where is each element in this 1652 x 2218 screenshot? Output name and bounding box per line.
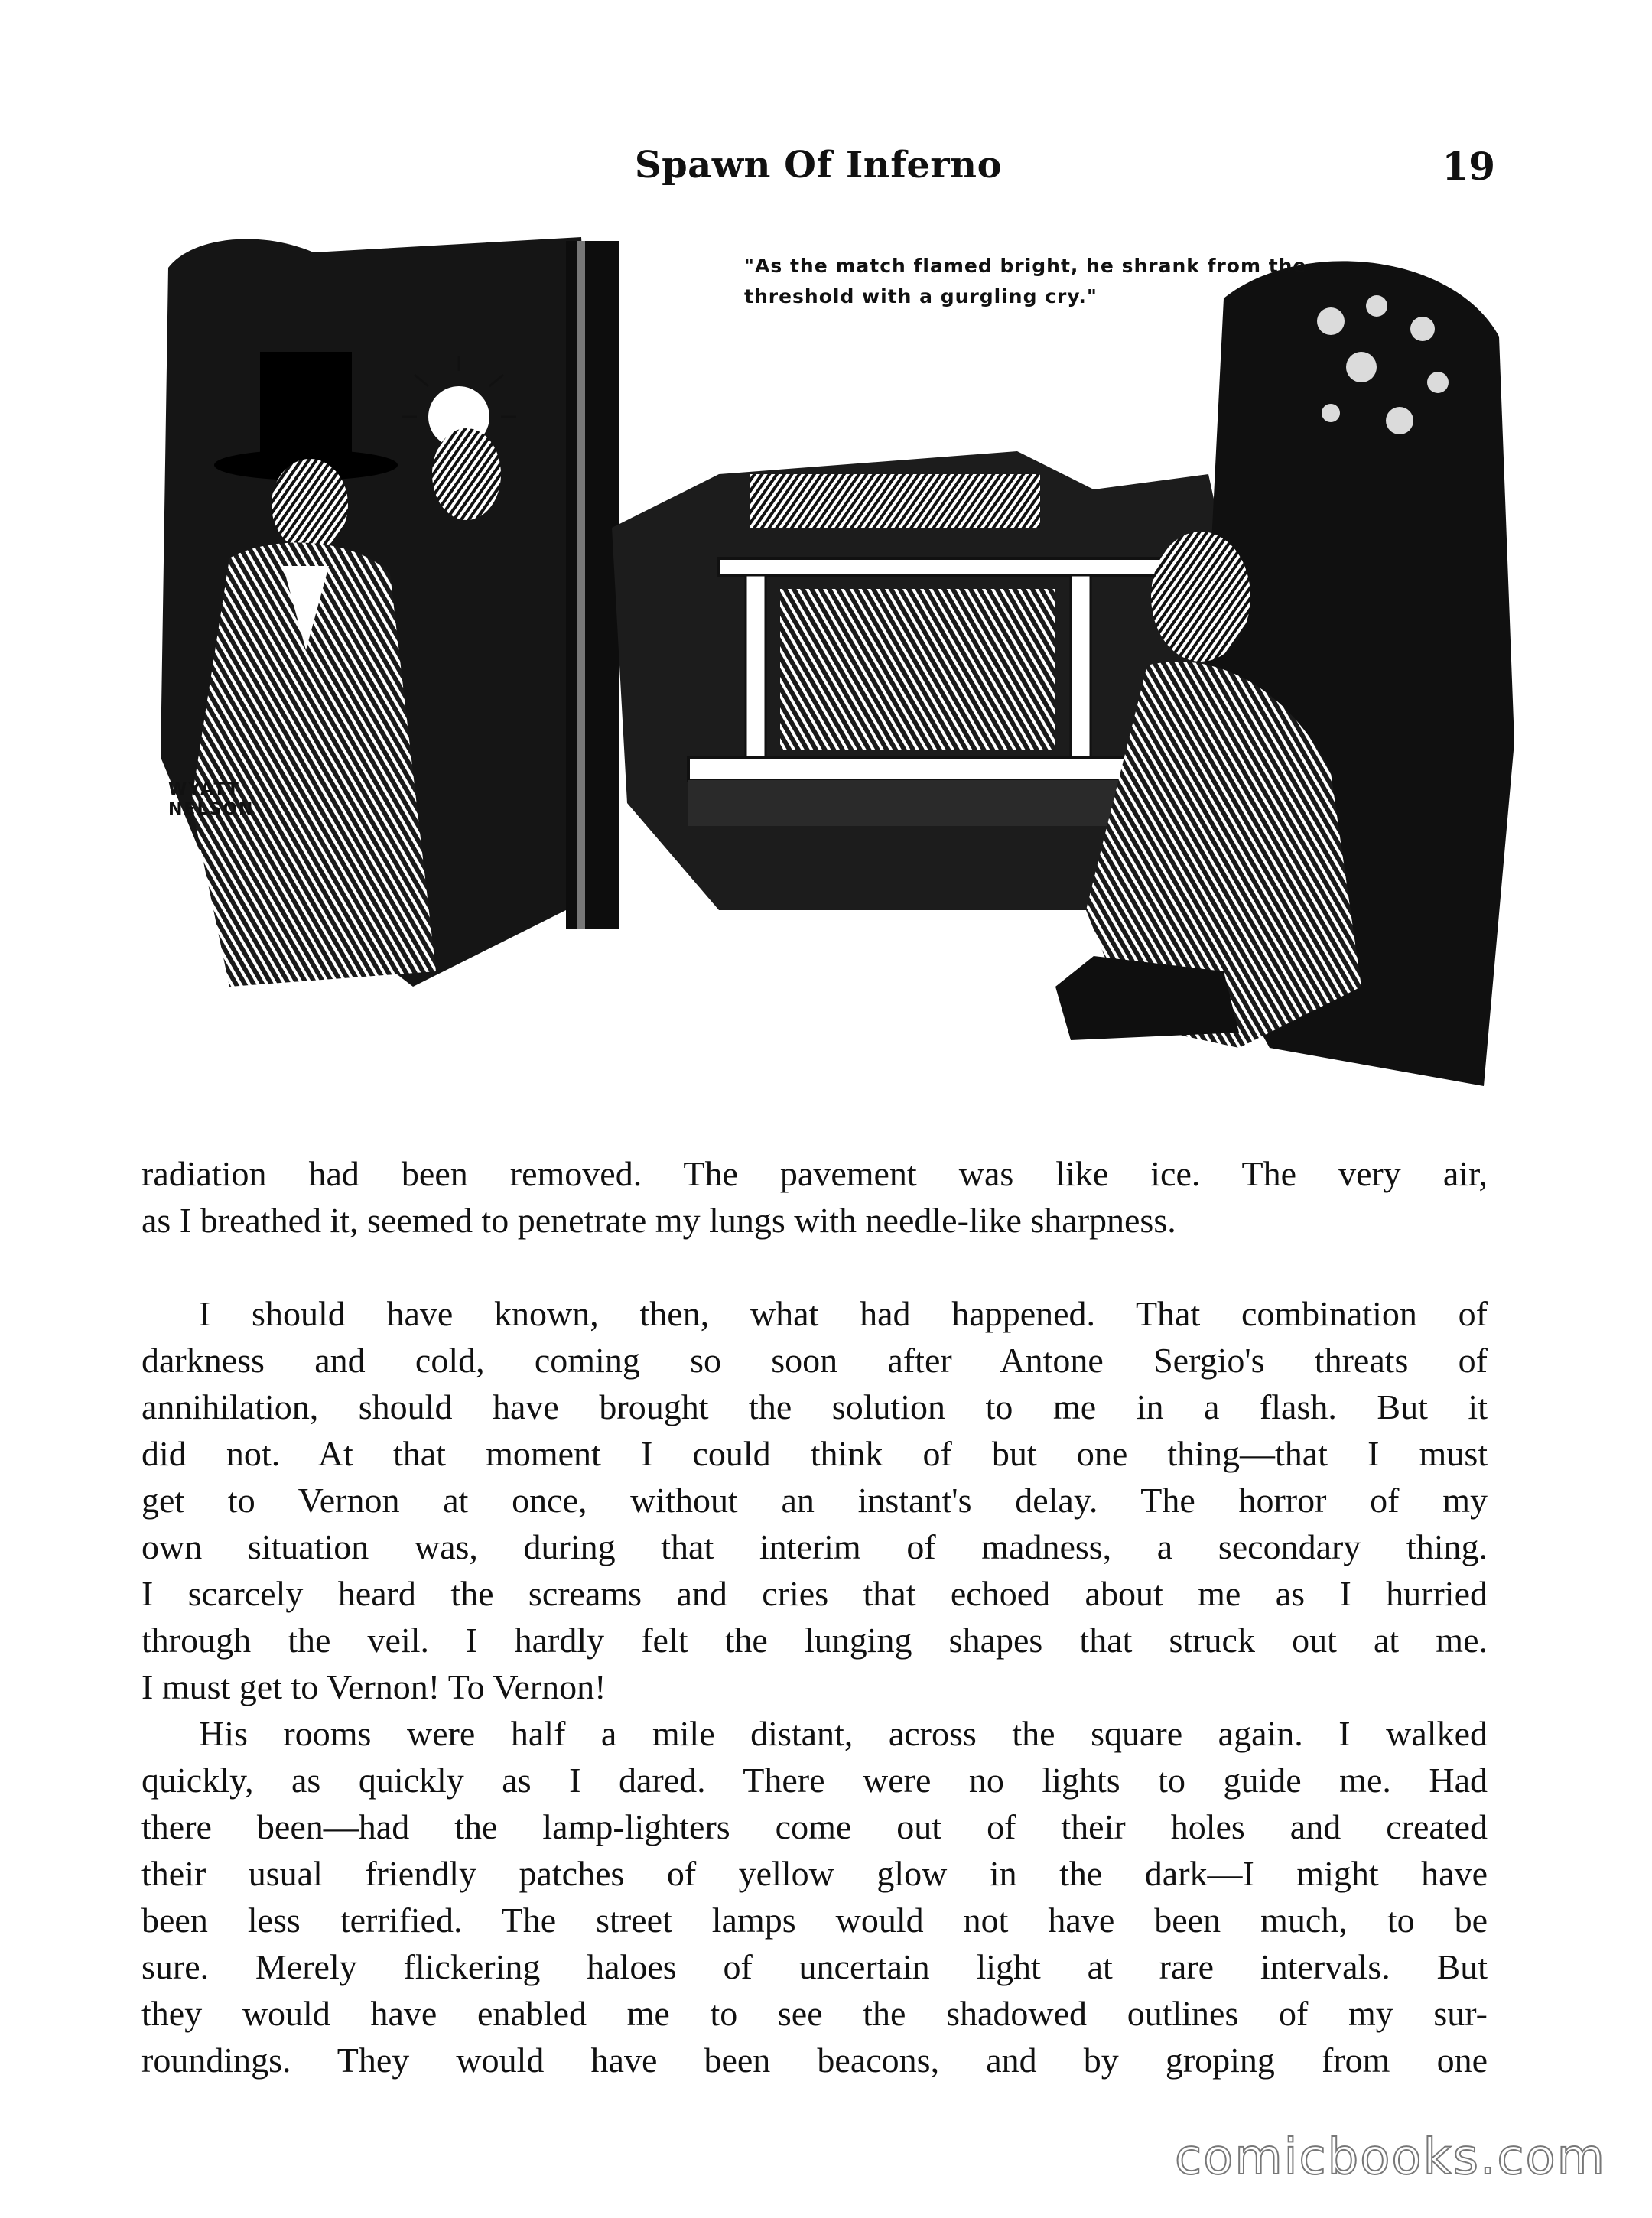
text-line: roundings. They would have been beacons, and by groping from one (141, 2041, 1488, 2080)
text-line: I should have known, then, what had happened. That combination of (199, 1294, 1488, 1333)
text-line: get to Vernon at once, without an instant's delay. The horror of my (141, 1481, 1488, 1520)
story-illustration (138, 222, 1514, 1124)
text-line: annihilation, should have brought the solution to me in a flash. But it (141, 1387, 1488, 1426)
body-text (141, 1150, 1488, 2083)
desk-cabinet (780, 589, 1055, 750)
text-line: there been—had the lamp-lighters come out of their holes and created (141, 1807, 1488, 1846)
text-line: quickly, as quickly as I dared. There were no lights to guide me. Had (141, 1761, 1488, 1800)
running-title: Spawn Of Inferno (634, 144, 1003, 187)
man-face (272, 459, 348, 551)
text-line: His rooms were half a mile distant, across the square again. I walked (199, 1714, 1488, 1753)
artist-signature: WYATT NELSON (168, 780, 255, 819)
running-header (141, 144, 1495, 205)
page-number: 19 (1442, 144, 1495, 189)
text-line: I scarcely heard the screams and cries that echoed about me as I hurried (141, 1574, 1488, 1613)
top-hat (260, 352, 352, 459)
text-line: as I breathed it, seemed to penetrate my lungs with needle-like sharpness. (141, 1201, 1176, 1240)
desk-top (719, 558, 1193, 575)
text-line: their usual friendly patches of yellow glow in the dark—I might have (141, 1854, 1488, 1893)
bookshelf (750, 474, 1040, 528)
paragraph-3 (141, 1710, 1488, 2083)
text-line: own situation was, during that interim of madness, a secondary thing. (141, 1527, 1488, 1566)
text-line: sure. Merely flickering haloes of uncertain light at rare intervals. But (141, 1947, 1488, 1986)
caption-line: "As the match flamed bright, he shrank from the (744, 255, 1307, 277)
paragraph-1 (141, 1150, 1488, 1244)
text-line: did not. At that moment I could think of but one thing—that I must (141, 1434, 1488, 1473)
old-man-head (1151, 532, 1250, 662)
text-line: darkness and cold, coming so soon after Antone Sergio's threats of (141, 1341, 1488, 1380)
text-line: they would have enabled me to see the shadowed outlines of my sur- (141, 1994, 1488, 2033)
text-line: been less terrified. The street lamps would not have been much, to be (141, 1901, 1488, 1940)
text-line: radiation had been removed. The pavement was like ice. The very air, (141, 1154, 1488, 1193)
text-line: I must get to Vernon! To Vernon! (141, 1667, 606, 1706)
watermark-logo: comicbooks.com (1174, 2129, 1606, 2186)
text-line: through the veil. I hardly felt the lunging shapes that struck out at me. (141, 1621, 1488, 1660)
door-frame (566, 241, 620, 929)
caption-line: threshold with a gurgling cry." (744, 285, 1098, 307)
illustration-caption (744, 251, 1417, 312)
paragraph-2 (141, 1290, 1488, 1710)
